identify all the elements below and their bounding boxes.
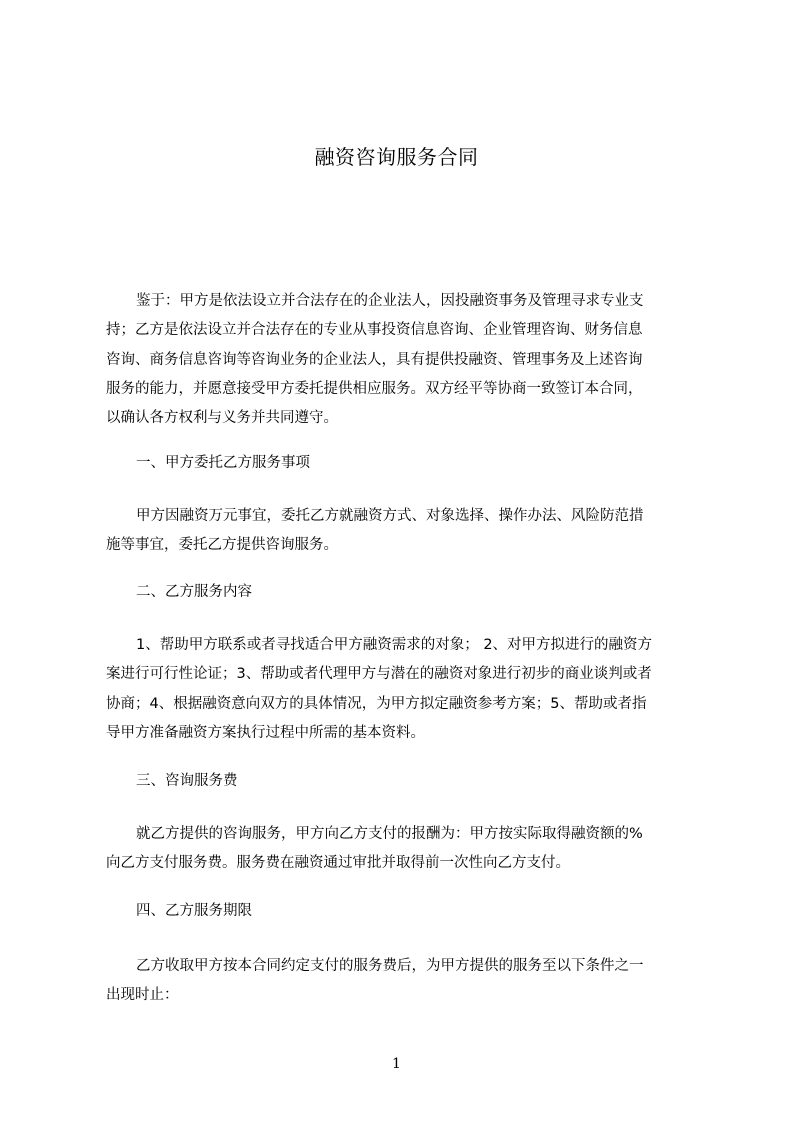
- section-heading-4: 四、乙方服务期限: [136, 903, 252, 919]
- document-title: 融资咨询服务合同: [314, 145, 479, 169]
- preamble-line: 以确认各方权利与义务并共同遵守。: [106, 410, 338, 427]
- section-paragraph-2: [106, 631, 700, 748]
- preamble-line: 咨询、商务信息咨询等咨询业务的企业法人，具有提供投融资、管理事务及上述咨询: [106, 351, 643, 368]
- paragraph-line: 甲方因融资万元事宜，委托乙方就融资方式、对象选择、操作办法、风险防范措: [136, 508, 644, 524]
- preamble-line: 服务的能力，并愿意接受甲方委托提供相应服务。双方经平等协商一致签订本合同，: [106, 380, 643, 397]
- preamble-paragraph: [106, 287, 700, 433]
- page-number: 1: [392, 1056, 401, 1072]
- section-heading-3: 三、咨询服务费: [136, 773, 238, 789]
- section-paragraph-3: [106, 820, 700, 879]
- paragraph-line: 案进行可行性论证；3、帮助或者代理甲方与潜在的融资对象进行初步的商业谈判或者: [106, 666, 652, 683]
- preamble-line: 持；乙方是依法设立并合法存在的专业从事投资信息咨询、企业管理咨询、财务信息: [106, 322, 643, 339]
- section-heading-1: 一、甲方委托乙方服务事项: [136, 455, 310, 471]
- section-heading-2: 二、乙方服务内容: [136, 584, 252, 600]
- paragraph-line: 施等事宜，委托乙方提供咨询服务。: [106, 537, 338, 554]
- paragraph-line: 出现时止：: [106, 987, 179, 1004]
- paragraph-line: 乙方收取甲方按本合同约定支付的服务费后，为甲方提供的服务至以下条件之一: [136, 958, 644, 974]
- paragraph-line: 协商；4、根据融资意向双方的具体情况，为甲方拟定融资参考方案；5、帮助或者指: [106, 695, 647, 712]
- paragraph-line: 向乙方支付服务费。服务费在融资通过审批并取得前一次性向乙方支付。: [106, 855, 570, 872]
- section-paragraph-4: [106, 952, 700, 1011]
- preamble-line: 鉴于：甲方是依法设立并合法存在的企业法人，因投融资事务及管理寻求专业支: [136, 293, 644, 309]
- paragraph-line: 导甲方准备融资方案执行过程中所需的基本资料。: [106, 724, 425, 741]
- section-paragraph-1: [106, 502, 700, 561]
- paragraph-line: 就乙方提供的咨询服务，甲方向乙方支付的报酬为：甲方按实际取得融资额的%: [136, 826, 643, 842]
- paragraph-line: 1、帮助甲方联系或者寻找适合甲方融资需求的对象； 2、对甲方拟进行的融资方: [136, 637, 653, 653]
